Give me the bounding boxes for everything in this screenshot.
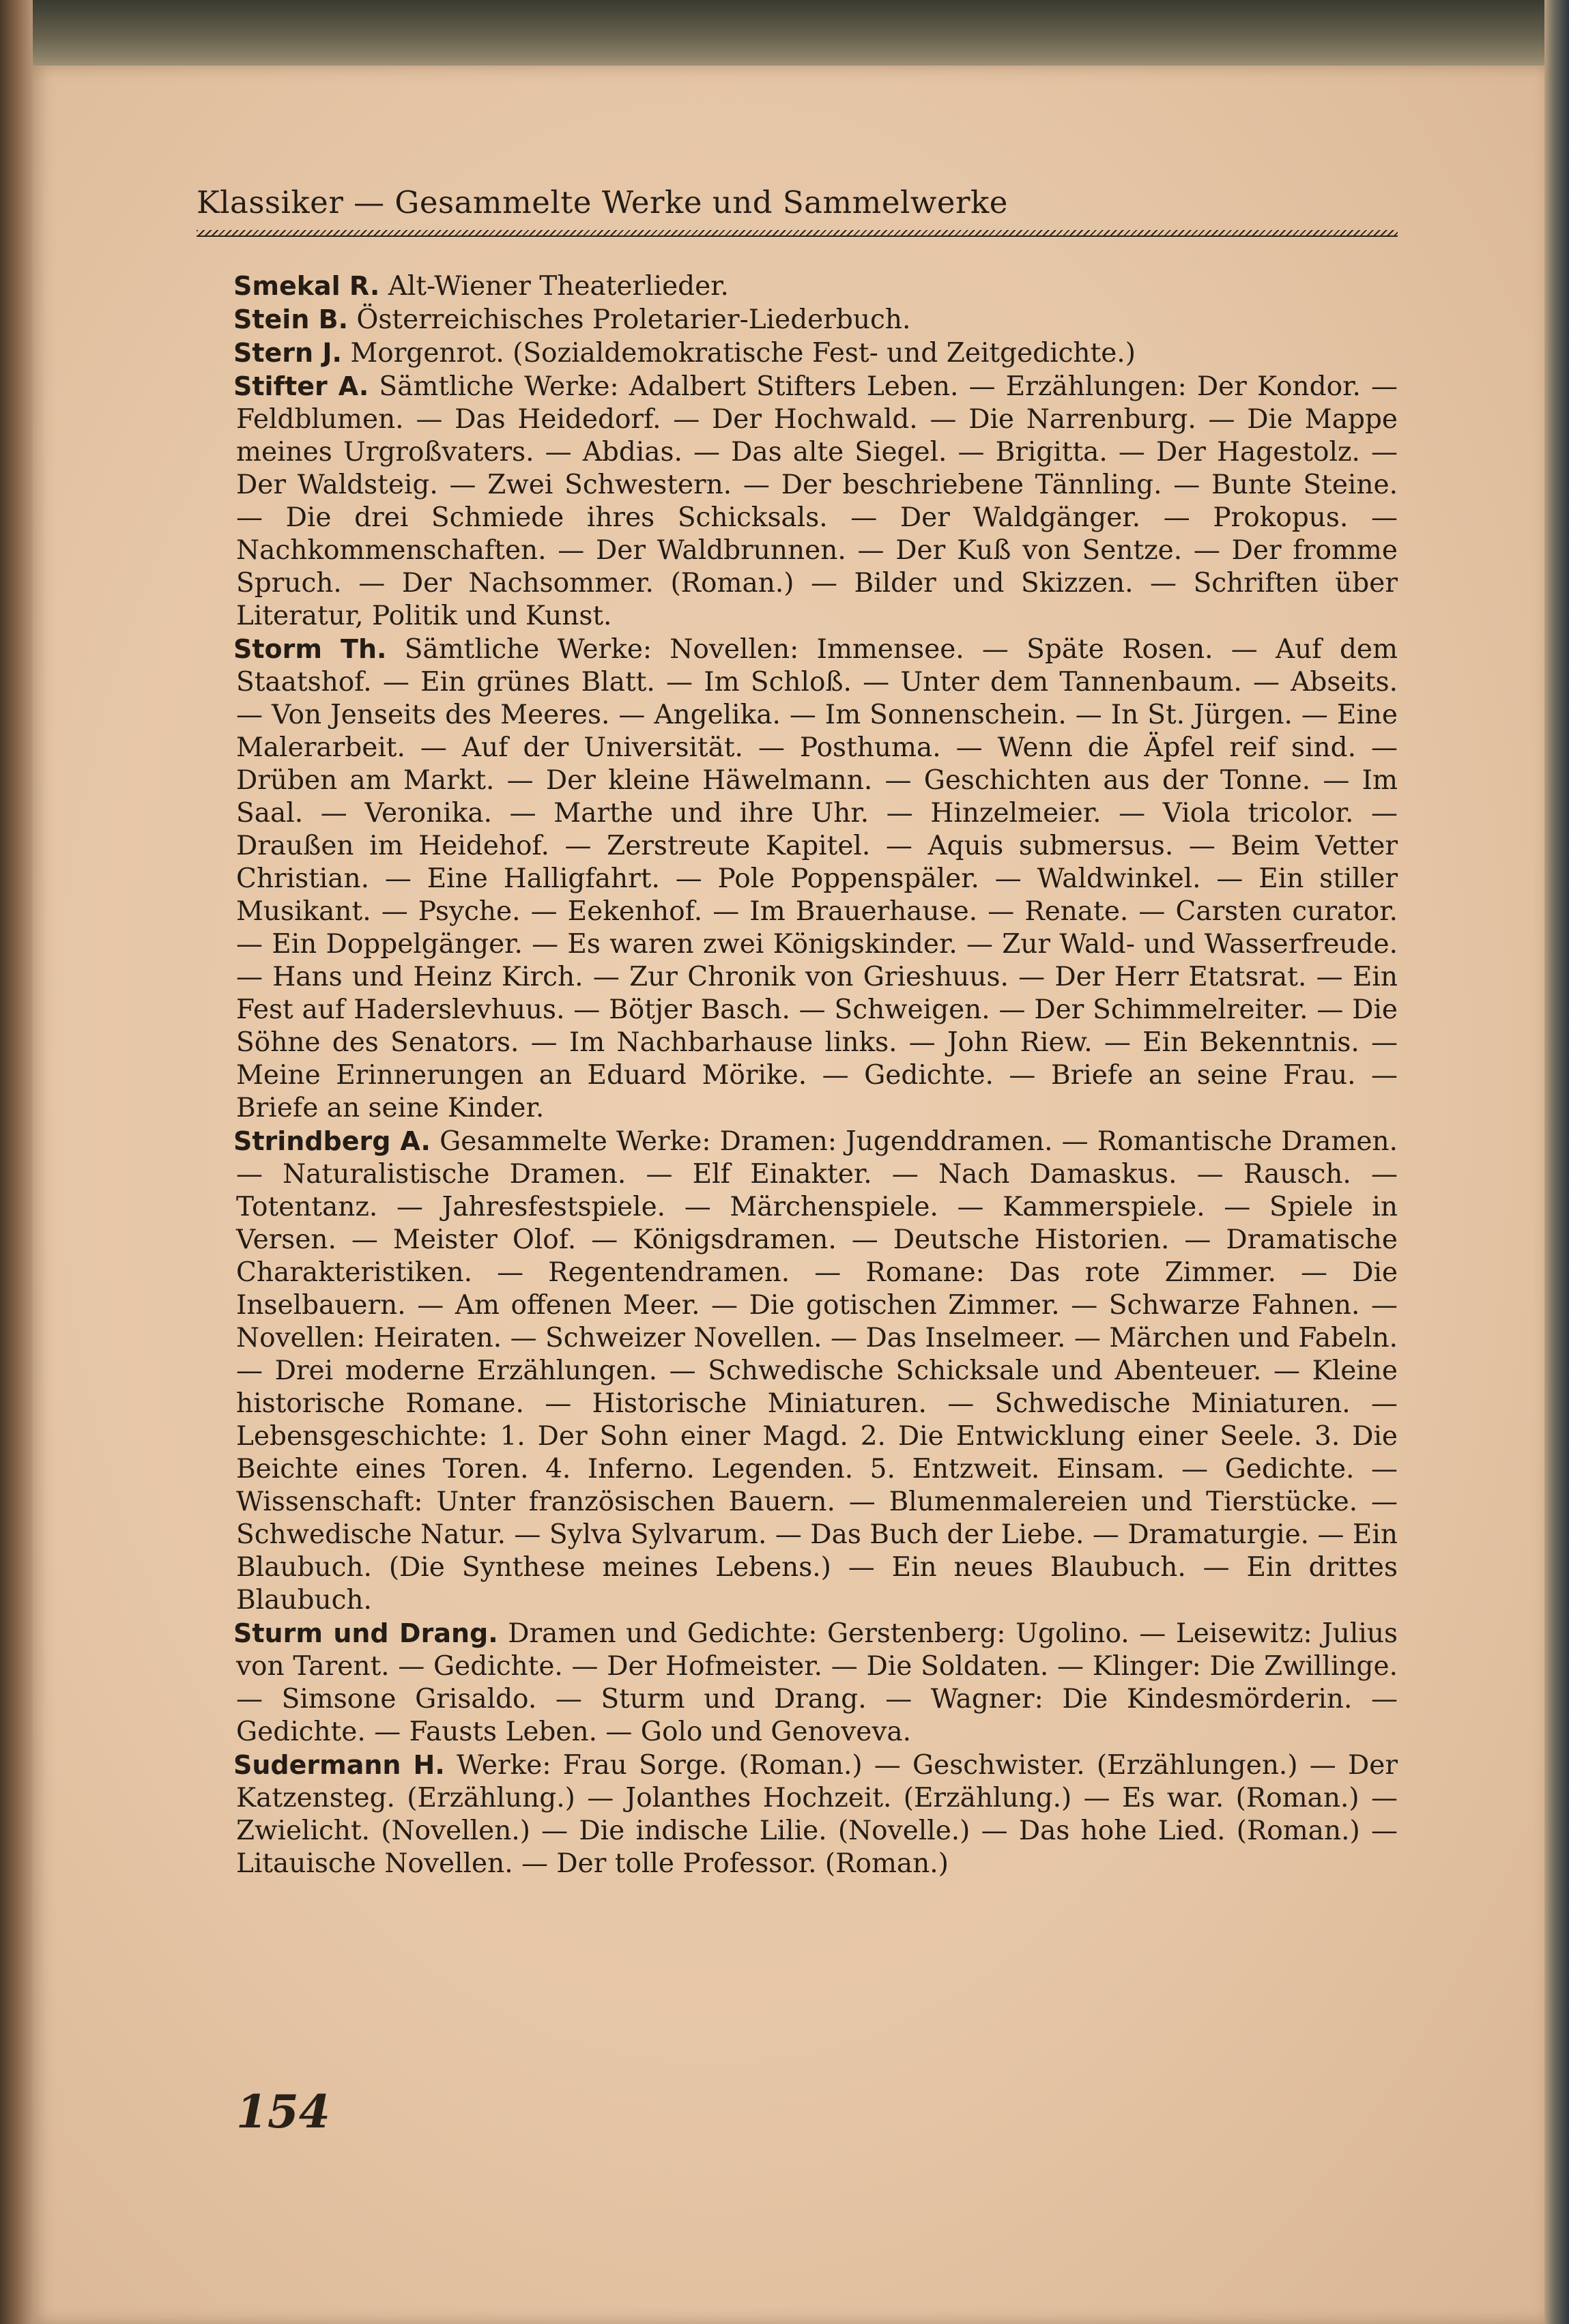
running-head: Klassiker — Gesammelte Werke und Sammelwerke <box>197 184 1008 220</box>
entry-works: Alt-Wiener Theaterlieder. <box>388 271 729 302</box>
entry-works: Sämtliche Werke: Novellen: Immensee. — Späte Rosen. — Auf dem Staatshof. — Ein grünes Blatt. — Im Schloß. — Unter dem Tannenbaum. — Abseits. — Von Jenseits des Meeres. — Angelika. — Im Sonnenschein. — In St. Jürgen. — Eine Malerarbeit. — Auf der Universität. — Posthuma. — Wenn die Äpfel reif sind. — Drüben am Markt. — Der kleine Häwelmann. — Geschichten aus der Tonne. — Im Saal. — Veronika. — Marthe und ihre Uhr. — Hinzelmeier. — Viola tricolor. — Draußen im Heidehof. — Zerstreute Kapitel. — Aquis submersus. — Beim Vetter Christian. — Eine Halligfahrt. — Pole Poppenspäler. — Waldwinkel. — Ein stiller Musikant. — Psyche. — Eekenhof. — Im Brauerhause. — Renate. — Carsten curator. — Ein Doppelgänger. — Es waren zwei Königskinder. — Zur Wald- und Wasserfreude. — Hans und Heinz Kirch. — Zur Chronik von Grieshuus. — Der Herr Etatsrat. — Ein Fest auf Haderslevhuus. — Bötjer Basch. — Schweigen. — Der Schimmelreiter. — Die Söhne des Senators. — Im Nachbarhause links. — John Riew. — Ein Bekenntnis. — Meine Erinnerungen an Eduard Mörike. — Gedichte. — Briefe an seine Frau. — Briefe an seine Kinder. <box>236 634 1398 1123</box>
entry-author: Smekal R. <box>233 271 380 301</box>
entry-works: Gesammelte Werke: Dramen: Jugenddramen. — Romantische Dramen. — Naturalistische Dramen. — Elf Einakter. — Nach Damaskus. — Rausch. — Totentanz. — Jahresfestspiele. — Märchenspiele. — Kammerspiele. — Spiele in Versen. — Meister Olof. — Königsdramen. — Deutsche Historien. — Dramatische Charakteristiken. — Regentendramen. — Romane: Das rote Zimmer. — Die Inselbauern. — Am offenen Meer. — Die gotischen Zimmer. — Schwarze Fahnen. — Novellen: Heiraten. — Schweizer Novellen. — Das Inselmeer. — Märchen und Fabeln. — Drei moderne Erzählungen. — Schwedische Schicksale und Abenteuer. — Kleine historische Romane. — Historische Miniaturen. — Schwedische Miniaturen. — Lebensgeschichte: 1. Der Sohn einer Magd. 2. Die Entwicklung einer Seele. 3. Die Beichte eines Toren. 4. Inferno. Legenden. 5. Entzweit. Einsam. — Gedichte. — Wissenschaft: Unter französischen Bauern. — Blumenmalereien und Tierstücke. — Schwedische Natur. — Sylva Sylvarum. — Das Buch der Liebe. — Dramaturgie. — Ein Blaubuch. (Die Synthese meines Lebens.) — Ein neues Blaubuch. — Ein drittes Blaubuch. <box>236 1126 1398 1616</box>
book-edge-right <box>1544 0 1569 2324</box>
entry-works: Werke: Frau Sorge. (Roman.) — Geschwister. (Erzählungen.) — Der Katzensteg. (Erzählung.) — Jolanthes Hochzeit. (Erzählung.) — Es war. (Roman.) — Zwielicht. (Novellen.) — Die indische Lilie. (Novelle.) — Das hohe Lied. (Roman.) — Litauische Novellen. — Der tolle Professor. (Roman.) <box>236 1750 1398 1879</box>
entry-author: Storm Th. <box>233 634 387 664</box>
entry-storm <box>233 633 1398 1125</box>
book-binding-left <box>0 0 33 2324</box>
entry-stein <box>233 303 1398 336</box>
entry-stern <box>233 336 1398 370</box>
entry-author: Stein B. <box>233 304 349 334</box>
catalog-entries <box>233 270 1398 1880</box>
entry-stifter <box>233 370 1398 633</box>
entry-author: Sudermann H. <box>233 1750 445 1780</box>
entry-works: Dramen und Gedichte: Gerstenberg: Ugolino. — Leisewitz: Julius von Tarent. — Gedichte. — Der Hofmeister. — Die Soldaten. — Klinger: Die Zwillinge. — Simsone Grisaldo. — Sturm und Drang. — Wagner: Die Kindesmörderin. — Gedichte. — Fausts Leben. — Golo und Genoveva. <box>236 1618 1398 1747</box>
entry-works: Österreichisches Proletarier-Liederbuch. <box>356 304 911 335</box>
entry-sturm-und-drang <box>233 1617 1398 1749</box>
entry-author: Sturm und Drang. <box>233 1618 498 1648</box>
entry-sudermann <box>233 1749 1398 1880</box>
entry-works: Sämtliche Werke: Adalbert Stifters Leben. — Erzählungen: Der Kondor. — Feldblumen. — Das Heidedorf. — Der Hochwald. — Die Narrenburg. — Die Mappe meines Urgroßvaters. — Abdias. — Das alte Siegel. — Brigitta. — Der Hagestolz. — Der Waldsteig. — Zwei Schwestern. — Der beschriebene Tännling. — Bunte Steine. — Die drei Schmiede ihres Schicksals. — Der Waldgänger. — Prokopus. — Nachkommenschaften. — Der Waldbrunnen. — Der Kuß von Sentze. — Der fromme Spruch. — Der Nachsommer. (Roman.) — Bilder und Skizzen. — Schriften über Literatur, Politik und Kunst. <box>236 371 1398 631</box>
entry-author: Stern J. <box>233 338 342 368</box>
header-rule <box>197 230 1398 237</box>
page-number: 154 <box>236 2085 330 2138</box>
book-edge-top <box>0 0 1569 66</box>
entry-strindberg <box>233 1125 1398 1617</box>
entry-author: Stifter A. <box>233 371 369 401</box>
entry-works: Morgenrot. (Sozialdemokratische Fest- und Zeitgedichte.) <box>350 338 1136 369</box>
entry-author: Strindberg A. <box>233 1126 431 1156</box>
entry-smekal <box>233 270 1398 303</box>
